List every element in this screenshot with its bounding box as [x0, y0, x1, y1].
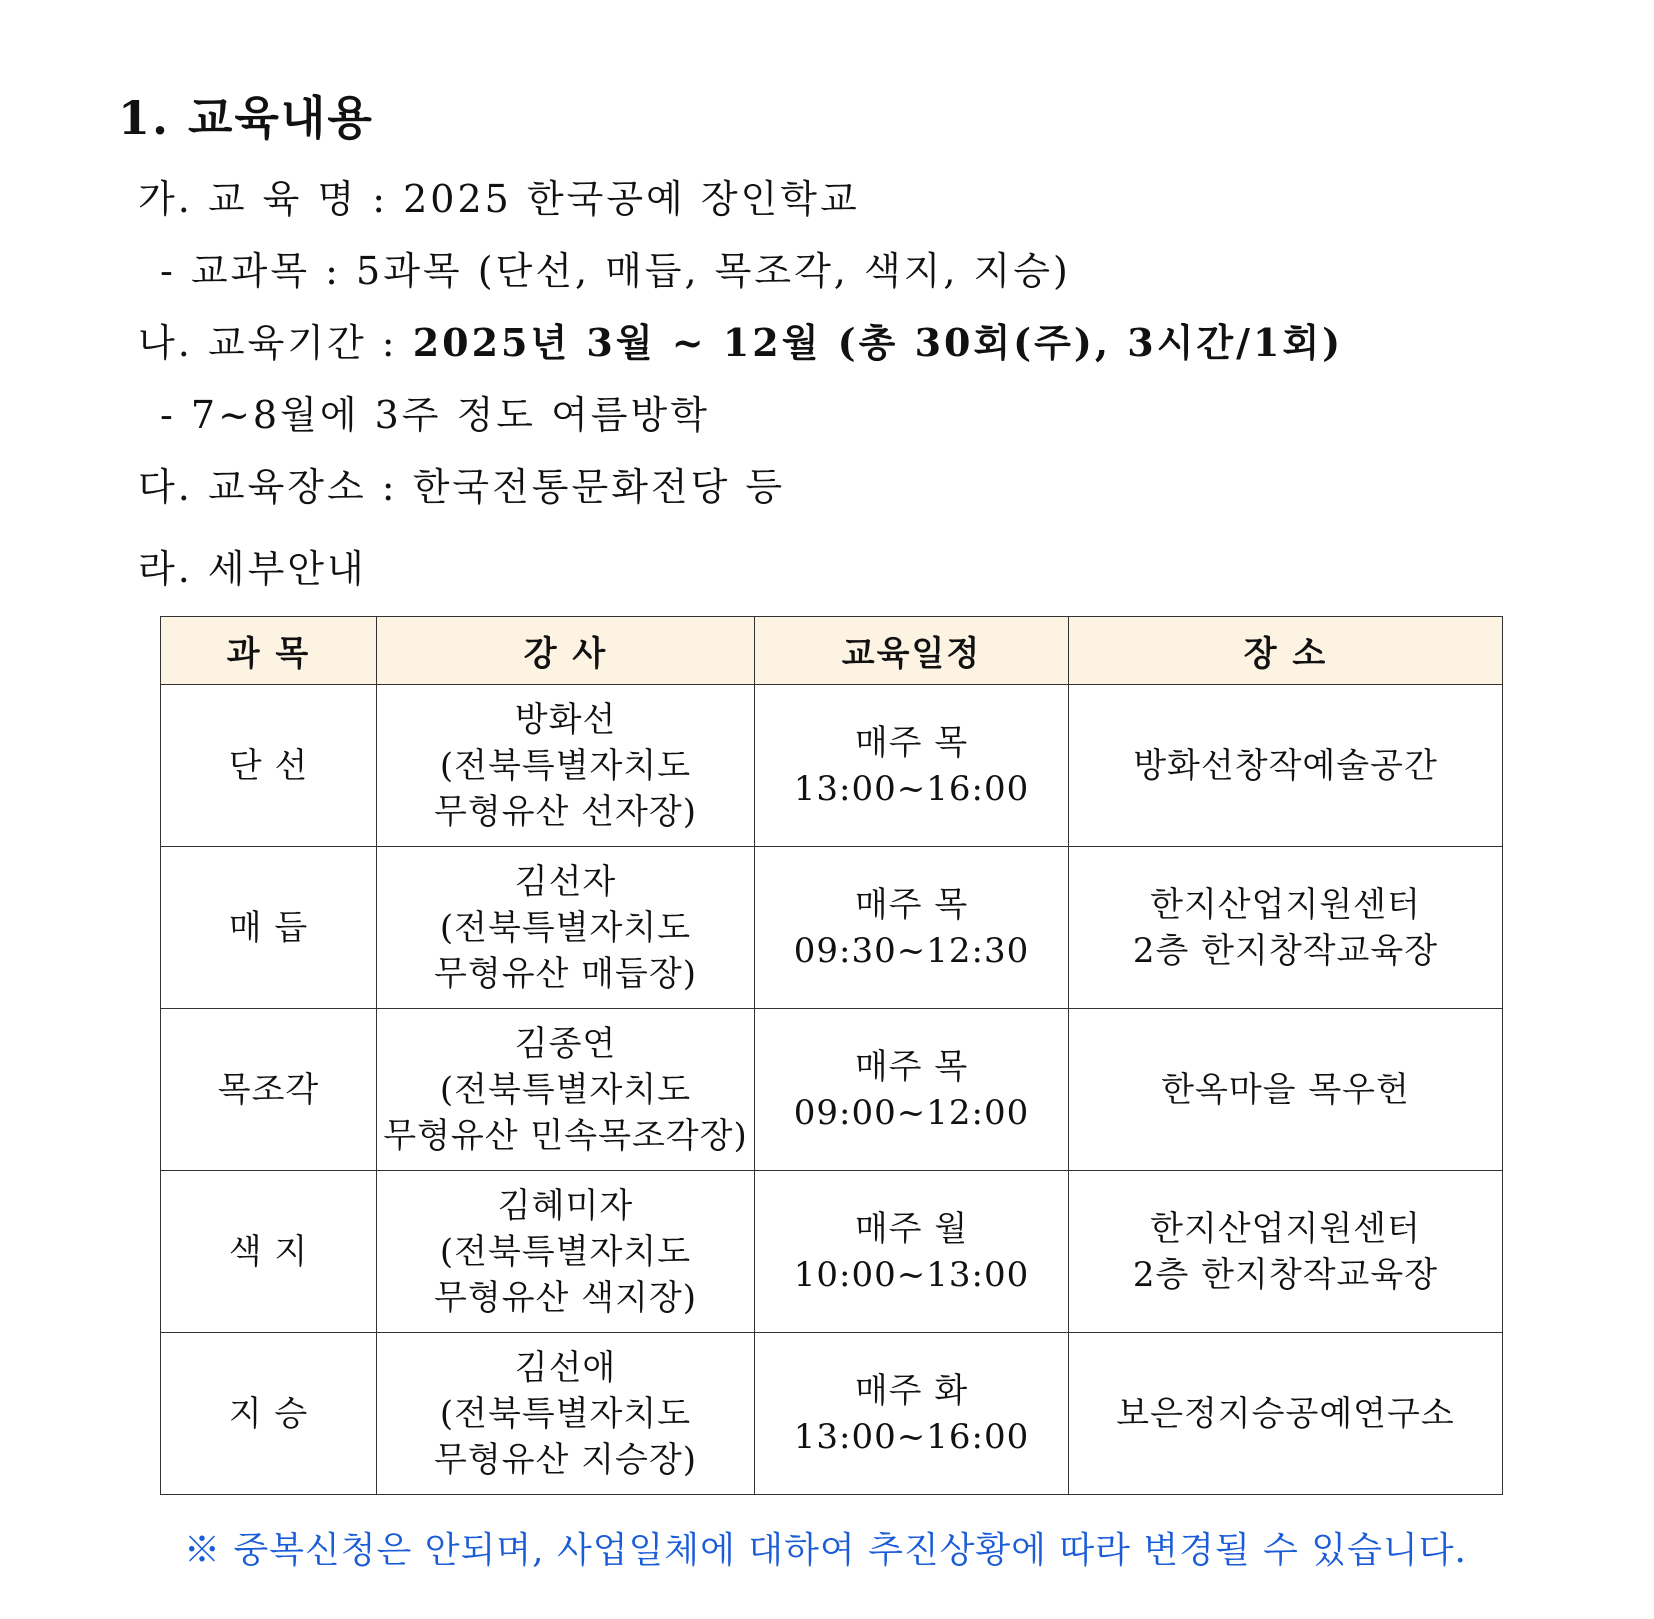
header-subject: 과 목 [161, 617, 377, 685]
table-row [161, 1171, 1503, 1333]
place-text: 한옥마을 목우헌 [1161, 1069, 1410, 1110]
period-line [138, 312, 1343, 367]
instructor-region: (전북특별자치도 [439, 745, 692, 786]
schedule-time: 09:00~12:00 [793, 1092, 1030, 1133]
subject-cell: 단 선 [161, 685, 377, 847]
place-cell [1069, 685, 1503, 847]
subject-cell: 지 승 [161, 1333, 377, 1495]
place-text: 2층 한지창작교육장 [1132, 930, 1439, 971]
table-row [161, 1333, 1503, 1495]
subject-cell: 매 듭 [161, 847, 377, 1009]
instructor-cell [377, 847, 755, 1009]
instructor-cell [377, 1009, 755, 1171]
schedule-day: 매주 목 [854, 1046, 969, 1087]
schedule-time: 13:00~16:00 [793, 768, 1030, 809]
course-name-label: 가. 교 육 명 : [138, 177, 389, 221]
instructor-name: 김혜미자 [497, 1185, 634, 1226]
table-header-row [161, 617, 1503, 685]
place-cell [1069, 1171, 1503, 1333]
subjects-line [160, 240, 1071, 295]
schedule-day: 매주 목 [854, 884, 969, 925]
instructor-region: (전북특별자치도 [439, 1393, 692, 1434]
place-text: 한지산업지원센터 [1150, 1208, 1421, 1249]
place-text: 방화선창작예술공간 [1133, 745, 1438, 786]
subjects-value: 5과목 (단선, 매듭, 목조각, 색지, 지승) [356, 249, 1071, 293]
detail-label: 라. 세부안내 [138, 547, 367, 591]
instructor-title: 무형유산 매듭장) [434, 953, 697, 994]
schedule-cell [755, 1333, 1069, 1495]
course-name-line [138, 168, 860, 223]
instructor-title: 무형유산 민속목조각장) [383, 1115, 748, 1156]
instructor-region: (전북특별자치도 [439, 1231, 692, 1272]
course-name-value: 2025 한국공예 장인학교 [403, 177, 860, 221]
instructor-title: 무형유산 지승장) [434, 1439, 697, 1480]
schedule-cell [755, 847, 1069, 1009]
period-label: 나. 교육기간 : [138, 321, 398, 365]
schedule-time: 10:00~13:00 [793, 1254, 1030, 1295]
period-value: 2025년 3월 ~ 12월 (총 30회(주), 3시간/1회) [412, 320, 1344, 365]
subject-cell: 색 지 [161, 1171, 377, 1333]
schedule-day: 매주 화 [854, 1370, 969, 1411]
period-note: - 7~8월에 3주 정도 여름방학 [160, 393, 710, 437]
schedule-cell [755, 1171, 1069, 1333]
header-place: 장 소 [1069, 617, 1503, 685]
instructor-name: 김선애 [514, 1347, 617, 1388]
schedule-day: 매주 목 [854, 722, 969, 763]
instructor-cell [377, 1171, 755, 1333]
place-line [138, 456, 785, 511]
subjects-label: - 교과목 : [160, 249, 341, 293]
instructor-name: 김선자 [514, 861, 617, 902]
table-row [161, 847, 1503, 1009]
schedule-cell [755, 685, 1069, 847]
place-cell [1069, 1333, 1503, 1495]
instructor-name: 방화선 [514, 699, 617, 740]
place-text: 보은정지승공예연구소 [1116, 1393, 1455, 1434]
schedule-cell [755, 1009, 1069, 1171]
place-text: 2층 한지창작교육장 [1132, 1254, 1439, 1295]
schedule-time: 09:30~12:30 [793, 930, 1030, 971]
header-schedule: 교육일정 [755, 617, 1069, 685]
instructor-cell [377, 685, 755, 847]
place-label: 다. 교육장소 : [138, 465, 398, 509]
schedule-time: 13:00~16:00 [793, 1416, 1030, 1457]
subject-cell: 목조각 [161, 1009, 377, 1171]
instructor-region: (전북특별자치도 [439, 907, 692, 948]
instructor-title: 무형유산 선자장) [434, 791, 697, 832]
instructor-cell [377, 1333, 755, 1495]
table-row [161, 685, 1503, 847]
place-value: 한국전통문화전당 등 [412, 465, 786, 509]
header-instructor: 강 사 [377, 617, 755, 685]
schedule-day: 매주 월 [854, 1208, 969, 1249]
place-text: 한지산업지원센터 [1150, 884, 1421, 925]
place-cell [1069, 847, 1503, 1009]
section-heading: 1. 교육내용 [118, 91, 374, 145]
place-cell [1069, 1009, 1503, 1171]
instructor-region: (전북특별자치도 [439, 1069, 692, 1110]
schedule-table [160, 616, 1503, 1495]
instructor-name: 김종연 [514, 1023, 617, 1064]
table-row [161, 1009, 1503, 1171]
instructor-title: 무형유산 색지장) [434, 1277, 697, 1318]
notice-text: ※ 중복신청은 안되며, 사업일체에 대하여 추진상황에 따라 변경될 수 있습니다. [184, 1530, 1467, 1571]
